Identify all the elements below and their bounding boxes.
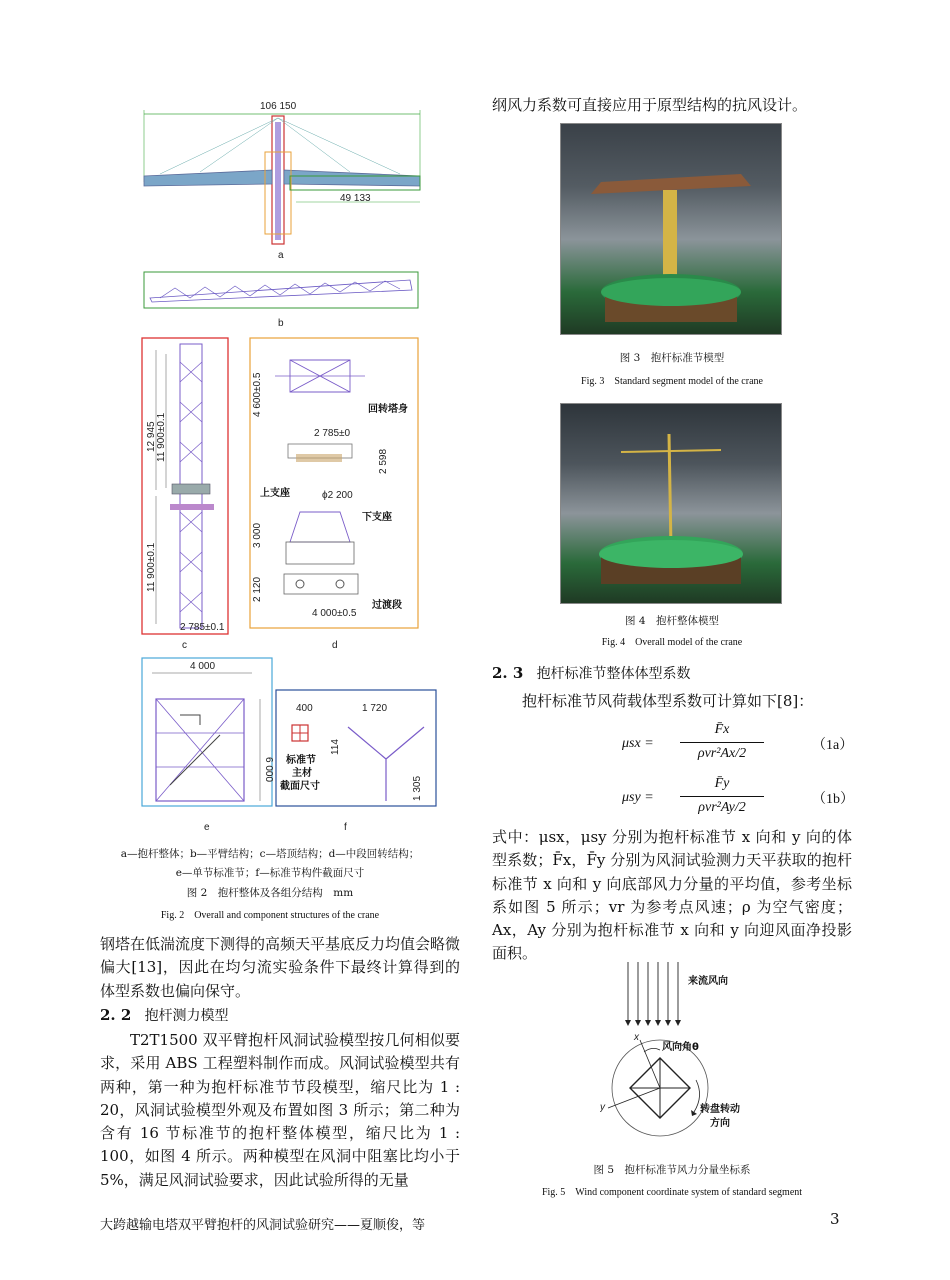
fig2f-dim-w2: 1 720 xyxy=(362,703,388,714)
figure-2-efg-drawing xyxy=(100,655,440,845)
fig2f-dim-h1: 114 xyxy=(330,739,341,755)
fig2d-label-rotate: 回转塔身 xyxy=(368,404,408,415)
fig3-photo xyxy=(560,123,782,335)
fig2-label-c: c xyxy=(182,640,187,651)
eq1a-denominator: ρvr²Ax/2 xyxy=(697,746,747,761)
fig2-caption-en: Fig. 2 Overall and component structures of the crane xyxy=(160,910,380,921)
eq1a-lhs: μsx = xyxy=(622,736,654,751)
fig5-y-axis: y xyxy=(600,1102,605,1113)
fig5-caption-en: Fig. 5 Wind component coordinate system of standard segment xyxy=(541,1187,803,1198)
fig5-angle-label: 风向角θ xyxy=(662,1042,699,1053)
fig4-caption-cn: 图 4 抱杆整体模型 xyxy=(624,615,720,627)
fig2e-dim-w: 4 000 xyxy=(190,661,216,672)
fig2a-dim-total: 106 150 xyxy=(260,101,297,112)
fig2c-dim-h2: 11 900±0.1 xyxy=(156,412,167,462)
fig2-label-f: f xyxy=(344,822,347,833)
fig5-turn-label-2: 方向 xyxy=(710,1118,730,1129)
fig2-label-b: b xyxy=(278,318,284,329)
fig2f-member-section xyxy=(276,690,436,806)
equation-1a xyxy=(622,722,862,768)
fig2d-dim-dia: ϕ2 200 xyxy=(322,490,353,501)
page-footer-title: 大跨越输电塔双平臂抱杆的风洞试验研究——夏顺俊，等 xyxy=(100,1218,426,1233)
fig4-photo-sketch xyxy=(561,404,781,603)
fig3-caption-en: Fig. 3 Standard segment model of the crane xyxy=(581,376,763,387)
fig5-wind-arrows xyxy=(625,962,681,1026)
fig5-turn-label-1: 转盘转动 xyxy=(700,1104,740,1115)
fig2d-dim-w2: 4 000±0.5 xyxy=(312,608,357,619)
eq1a-tag: （1a） xyxy=(812,738,854,753)
fig2f-label-3: 截面尺寸 xyxy=(280,781,320,792)
fig2d-dim-h1: 4 600±0.5 xyxy=(252,372,263,417)
fig2f-label-2: 主材 xyxy=(292,768,312,779)
eq1a-numerator: F̄x xyxy=(714,722,730,737)
fig2d-dim-h3: 3 000 xyxy=(252,522,263,548)
fig2d-label-lower: 下支座 xyxy=(362,512,392,523)
fig2-legend-1: a—抱杆整体；b—平臂结构；c—塔顶结构；d—中段回转结构； xyxy=(120,848,420,860)
fig2d-dim-h4: 2 120 xyxy=(252,576,263,602)
fig2e-dim-h: 6 000 xyxy=(263,757,274,783)
eq1b-denominator: ρvr²Ay/2 xyxy=(698,800,746,815)
fig3-photo-sketch xyxy=(561,124,781,334)
fig4-caption-en: Fig. 4 Overall model of the crane xyxy=(601,637,743,648)
fig3-caption-cn: 图 3 抱杆标准节模型 xyxy=(619,352,725,364)
right-para-intro: 抱杆标准节风荷载体型系数可计算如下[8]： xyxy=(522,692,814,710)
right-para-where: 式中：μsx，μsy 分别为抱杆标准节 x 向和 y 向的体型系数；F̄x，F̄y 分别为风洞试验测力天平获取的抱杆标准节 x 向和 y 向底部风力分量的平均值，参考坐标系如图 5 所示；vr 为参考点风速；ρ 为空气密度；Ax，Ay 分别为抱杆标准节 x 向和 y 向迎风面净投影面积。 xyxy=(492,828,852,963)
fig2f-dim-h2: 1 305 xyxy=(412,775,423,801)
fig2b-jib-structure xyxy=(144,272,418,329)
eq1b-lhs: μsy = xyxy=(622,790,654,805)
section-2-2-heading xyxy=(100,1005,460,1025)
eq1a-fraction-bar xyxy=(680,742,764,743)
section-2-2-number: 2. 2 xyxy=(100,1006,132,1024)
fig2c-dim-h3: 11 900±0.1 xyxy=(146,542,157,592)
fig2f-label-1: 标准节 xyxy=(286,755,316,766)
fig2-label-a: a xyxy=(278,250,284,261)
fig5-x-axis: x xyxy=(634,1032,639,1043)
right-para-top: 纲风力系数可直接应用于原型结构的抗风设计。 xyxy=(492,96,808,114)
fig5-wind-label: 来流风向 xyxy=(688,976,728,987)
eq1b-numerator: F̄y xyxy=(714,776,730,791)
figure-2-drawing xyxy=(100,92,450,652)
fig2d-dim-w1: 2 785±0 xyxy=(314,428,351,439)
fig2-caption-cn: 图 2 抱杆整体及各组分结构 mm xyxy=(186,887,354,899)
fig2f-dim-w1: 400 xyxy=(296,703,313,714)
fig2c-dim-h1: 12 945 xyxy=(146,421,157,452)
fig2c-dim-w: 2 785±0.1 xyxy=(180,622,225,633)
left-para-1: 钢塔在低湍流度下测得的高频天平基底反力均值会略微偏大[13]，因此在均匀流实验条件下最终计算得到的体型系数也偏向保守。 xyxy=(100,935,461,1000)
section-2-3-title: 抱杆标准节整体体型系数 xyxy=(536,666,691,682)
page-number: 3 xyxy=(830,1210,840,1228)
section-2-3-number: 2. 3 xyxy=(492,664,524,682)
fig2e-standard-segment xyxy=(142,658,274,806)
section-2-3-heading xyxy=(492,663,852,683)
fig2-label-e: e xyxy=(204,822,210,833)
fig2a-dim-jib: 49 133 xyxy=(340,193,371,204)
fig2d-middle-slewing xyxy=(250,338,418,628)
fig2d-dim-h2: 2 598 xyxy=(378,448,389,474)
fig2c-tower-top xyxy=(142,338,228,634)
left-para-2: T2T1500 双平臂抱杆风洞试验模型按几何相似要求，采用 ABS 工程塑料制作而成。风洞试验模型共有两种，第一种为抱杆标准节节段模型，缩尺比为 1 : 20，风洞试验模型外观及布置如图 3 所示；第二种为含有 16 节标准节的抱杆整体模型，缩尺比为 1 : 100，如图 4 所示。两种模型在风洞中阻塞比均小于 5%，满足风洞试验要求，因此试验所得的无量 xyxy=(100,1031,460,1189)
fig2d-label-upper: 上支座 xyxy=(260,488,290,499)
fig4-photo xyxy=(560,403,782,604)
fig5-caption-cn: 图 5 抱杆标准节风力分量坐标系 xyxy=(593,1164,751,1176)
section-2-2-title: 抱杆测力模型 xyxy=(144,1008,229,1024)
fig2-legend-2: e—单节标准节；f—标准节构件截面尺寸 xyxy=(175,867,365,879)
figure-5-diagram xyxy=(600,960,800,1160)
equation-1b xyxy=(622,776,862,822)
fig2d-label-transition: 过渡段 xyxy=(372,600,402,611)
eq1b-fraction-bar xyxy=(680,796,764,797)
eq1b-tag: （1b） xyxy=(812,792,854,807)
fig2a-overall-crane xyxy=(144,101,420,261)
fig2-label-d: d xyxy=(332,640,338,651)
